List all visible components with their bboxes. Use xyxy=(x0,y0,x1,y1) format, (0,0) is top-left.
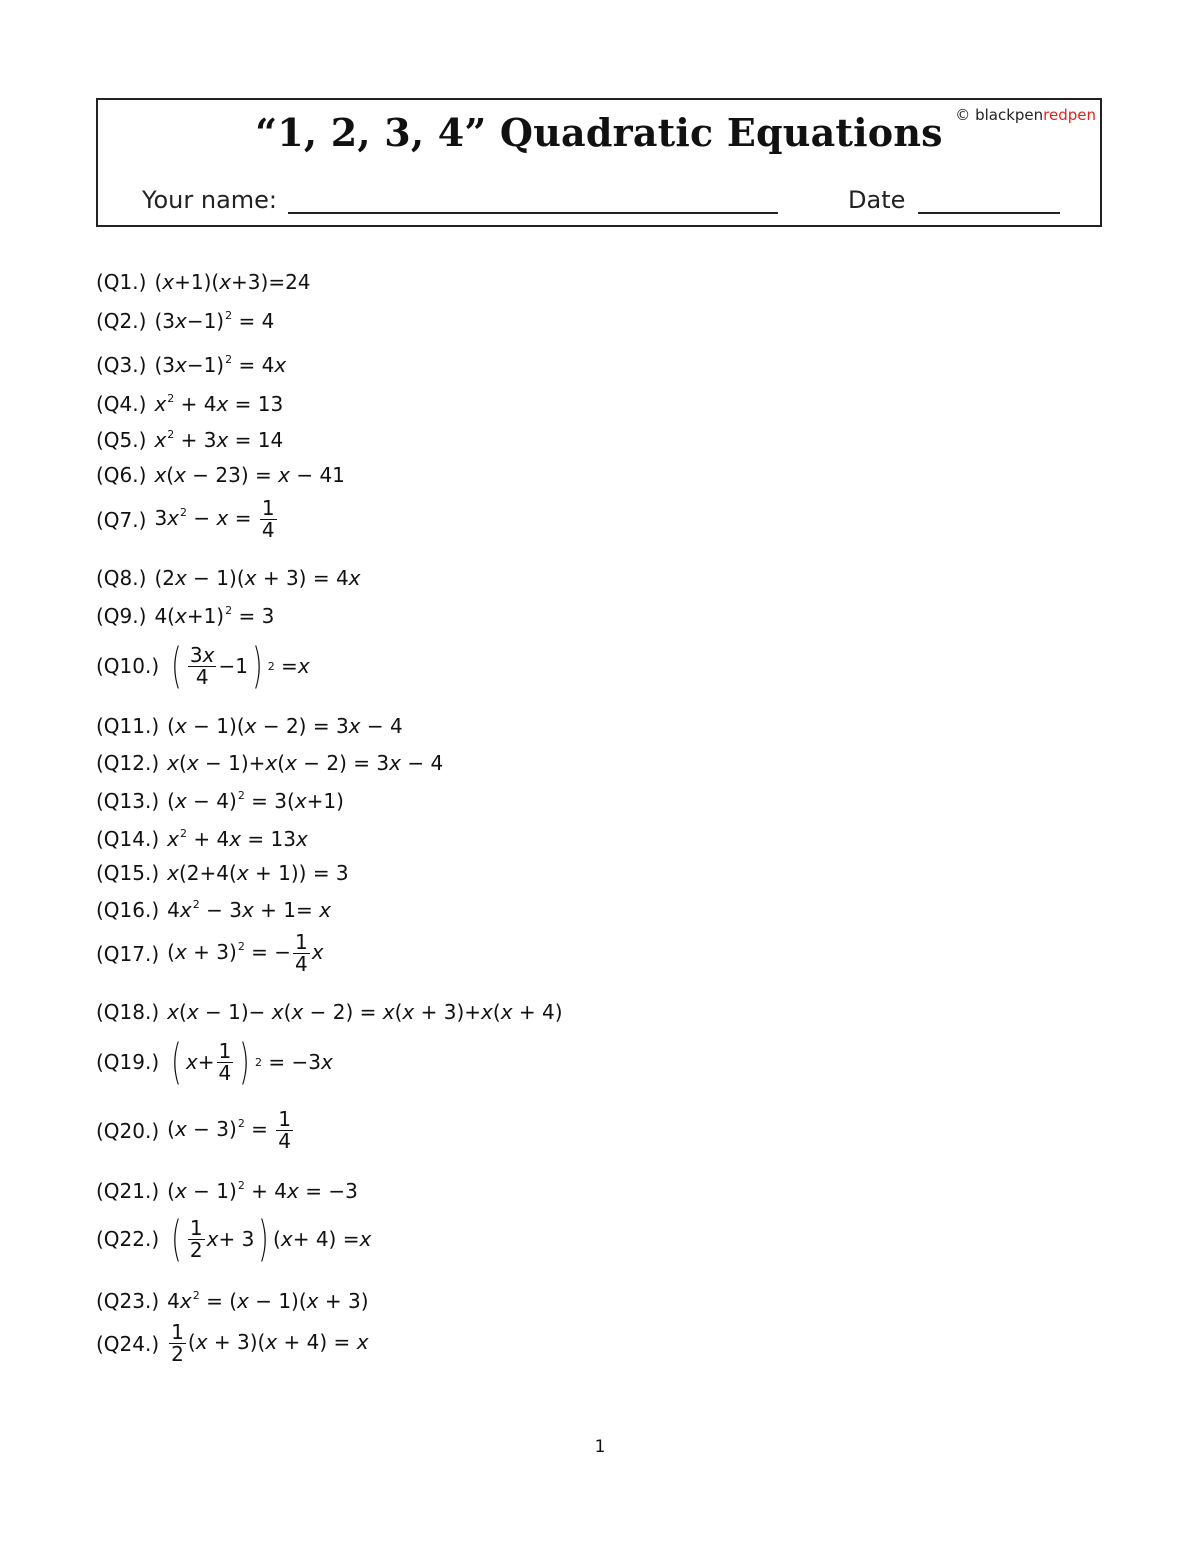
question-label: (Q20.) xyxy=(96,1118,160,1143)
name-label: Your name: xyxy=(142,186,278,214)
question-label: (Q15.) xyxy=(96,861,160,885)
equation: x(x − 1)− x(x − 2) = x(x + 3)+x(x + 4) xyxy=(167,1000,563,1024)
header-box xyxy=(96,98,1102,227)
equation: $(x + 3)^2$ = − $\frac{1}{4}$ x xyxy=(167,930,324,976)
question-label: (Q8.) xyxy=(96,566,147,590)
question-label: (Q21.) xyxy=(96,1179,160,1203)
question-label: (Q11.) xyxy=(96,714,160,738)
question-label: (Q5.) xyxy=(96,428,147,452)
page-title: “1, 2, 3, 4” Quadratic Equations xyxy=(255,110,943,155)
question-label: (Q16.) xyxy=(96,898,160,922)
page-number: 1 xyxy=(594,1437,606,1457)
question-18 xyxy=(96,1000,563,1024)
equation: $\frac{1}{2}$ (x + 3)(x + 4) = x xyxy=(171,1320,369,1366)
question-label: (Q13.) xyxy=(96,789,160,813)
question-label: (Q24.) xyxy=(96,1331,160,1356)
question-5 xyxy=(96,428,283,452)
equation: $x^2 + 4x = 13$ xyxy=(154,392,284,416)
equation: $3x^2 - x$ = $\frac{1}{4}$ xyxy=(154,496,275,542)
equation: $4x^2 = (x - 1)(x + 3)$ xyxy=(167,1289,369,1313)
equation: ( $\frac{1}{2}$ x + 3 ) ( x + 4) = x xyxy=(171,1211,372,1267)
question-label: (Q10.) xyxy=(96,654,160,678)
equation: x(2+4(x + 1)) = 3 xyxy=(167,861,349,885)
equation: $4(x+1)^2 = 3$ xyxy=(154,604,275,628)
question-24 xyxy=(96,1322,369,1365)
question-14 xyxy=(96,827,308,851)
question-label: (Q6.) xyxy=(96,463,147,487)
equation: $x^2 + 4x = 13x$ xyxy=(167,827,308,851)
question-10 xyxy=(96,638,310,694)
question-20 xyxy=(96,1109,295,1152)
equation: $(x - 3)^2$ = $\frac{1}{4}$ xyxy=(167,1107,292,1153)
question-4 xyxy=(96,392,283,416)
name-field-line[interactable] xyxy=(288,212,778,214)
equation: ( $\frac{3x}{4}$ −1 ) 2 = x xyxy=(171,638,310,694)
question-label: (Q9.) xyxy=(96,604,147,628)
equation: $x^2 + 3x = 14$ xyxy=(154,428,284,452)
question-label: (Q17.) xyxy=(96,941,160,966)
question-label: (Q12.) xyxy=(96,751,160,775)
question-label: (Q23.) xyxy=(96,1289,160,1313)
question-label: (Q1.) xyxy=(96,270,147,294)
copyright-symbol: © xyxy=(955,106,971,124)
brand-black: blackpen xyxy=(975,106,1044,124)
equation: ( x + $\frac{1}{4}$ ) 2 = −3 x xyxy=(171,1034,333,1090)
question-15 xyxy=(96,861,349,885)
question-22 xyxy=(96,1211,372,1267)
question-2 xyxy=(96,309,274,333)
question-label: (Q18.) xyxy=(96,1000,160,1024)
question-label: (Q2.) xyxy=(96,309,147,333)
question-1 xyxy=(96,270,311,294)
copyright-notice xyxy=(955,106,1096,124)
equation: (2x − 1)(x + 3) = 4x xyxy=(154,566,361,590)
equation: (x − 1)(x − 2) = 3x − 4 xyxy=(167,714,403,738)
equation: $(3x-1)^2 = 4$ xyxy=(154,309,275,333)
question-7 xyxy=(96,498,279,541)
question-label: (Q7.) xyxy=(96,507,147,532)
equation: $(3x-1)^2 = 4x$ xyxy=(154,353,287,377)
question-label: (Q22.) xyxy=(96,1227,160,1251)
question-21 xyxy=(96,1179,358,1203)
question-8 xyxy=(96,566,361,590)
question-19 xyxy=(96,1034,333,1090)
equation: x(x − 1)+x(x − 2) = 3x − 4 xyxy=(167,751,444,775)
equation: $(x - 4)^2 = 3(x+1)$ xyxy=(167,789,344,813)
question-label: (Q14.) xyxy=(96,827,160,851)
equation: $4x^2 - 3x + 1= x$ xyxy=(167,898,331,922)
equation: (x+1)(x+3)=24 xyxy=(154,270,311,294)
question-9 xyxy=(96,604,274,628)
question-3 xyxy=(96,353,286,377)
question-16 xyxy=(96,898,331,922)
question-label: (Q4.) xyxy=(96,392,147,416)
question-label: (Q3.) xyxy=(96,353,147,377)
date-field-line[interactable] xyxy=(918,212,1060,214)
question-13 xyxy=(96,789,344,813)
brand-red: redpen xyxy=(1043,106,1096,124)
question-label: (Q19.) xyxy=(96,1050,160,1074)
equation: x(x − 23) = x − 41 xyxy=(154,463,345,487)
equation: $(x - 1)^2 + 4x = -3$ xyxy=(167,1179,358,1203)
question-6 xyxy=(96,463,345,487)
question-12 xyxy=(96,751,443,775)
date-label: Date xyxy=(848,186,906,214)
question-23 xyxy=(96,1289,369,1313)
question-17 xyxy=(96,932,324,975)
question-11 xyxy=(96,714,403,738)
